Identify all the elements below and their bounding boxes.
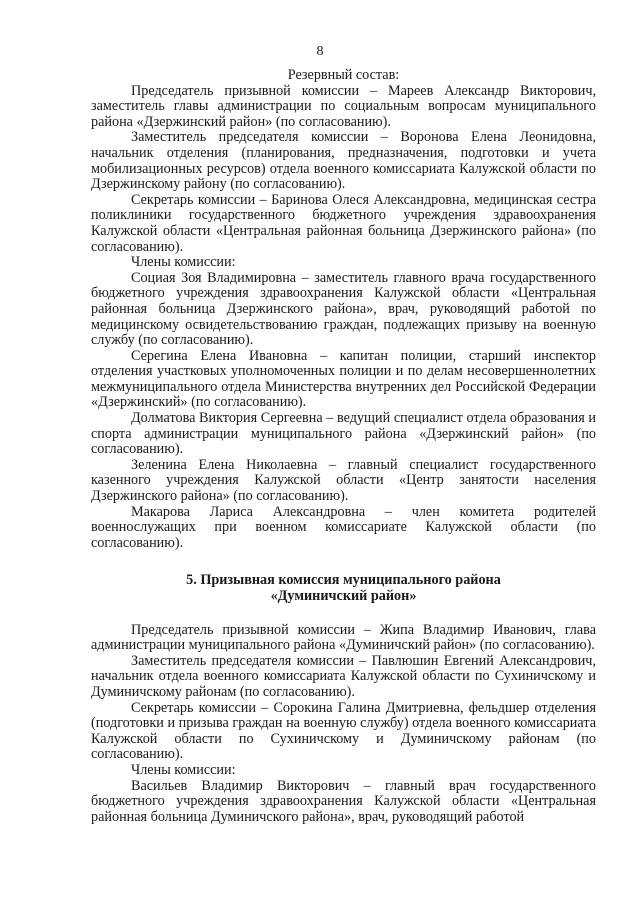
reserve-member-paragraph: Зеленина Елена Николаевна – главный специалист государственного казенного учреждения Калужской области «Центр занятости населения Дзержинского района» (по согласованию). (91, 456, 596, 505)
document-body (91, 68, 596, 825)
section-heading-line2: «Думиничский район» (270, 588, 417, 604)
section5-members-label: Члены комиссии: (131, 761, 236, 778)
reserve-title: Резервный состав: (287, 67, 400, 83)
reserve-deputy-paragraph: Заместитель председателя комиссии – Воронова Елена Леонидовна, начальник отделения (планирования, предназначения, подготовки и учета мобилизационных ресурсов) отдела военного комиссариата Калужской области по Дзержинскому району (по согласованию). (91, 129, 596, 193)
section-spacer (91, 605, 596, 623)
section5-secretary-paragraph: Секретарь комиссии – Сорокина Галина Дмитриевна, фельдшер отделения (подготовки и призыва граждан на военную службу) отдела военного комиссариата Калужской области по Сухиничскому и Думиничскому районам (по согласованию). (91, 699, 596, 763)
section-heading-line1: 5. Призывная комиссия муниципального района (186, 572, 501, 589)
reserve-member-paragraph: Серегина Елена Ивановна – капитан полиции, старший инспектор отделения участковых уполномоченных полиции и по делам несовершеннолетних межмуниципального отдела Министерства внутренних дел Российской Федерации «Дзержинский» (по согласованию). (91, 347, 596, 411)
reserve-chairman-paragraph: Председатель призывной комиссии – Мареев Александр Викторович, заместитель главы администрации по социальным вопросам муниципального района «Дзержинский район» (по согласованию). (91, 82, 596, 130)
reserve-member-paragraph: Макарова Лариса Александровна – член комитета родителей военнослужащих при военном комиссариате Калужской области (по согласованию). (91, 503, 596, 551)
section5-deputy-paragraph: Заместитель председателя комиссии – Павлюшин Евгений Александрович, начальник отдела военного комиссариата Калужской области по Сухиничскому и Думиничскому районам (по согласованию). (91, 652, 596, 700)
page-number: 8 (316, 44, 324, 59)
section5-chairman-paragraph: Председатель призывной комиссии – Жипа Владимир Иванович, глава администрации муниципального района «Думиничский район» (по согласованию). (91, 621, 596, 654)
reserve-member-paragraph: Социая Зоя Владимировна – заместитель главного врача государственного бюджетного учреждения здравоохранения Калужской области «Центральная районная больница Дзержинского района», врач, руководящий работой по медицинскому освидетельствованию граждан, подлежащих призыву на военную службу (по согласованию). (91, 269, 596, 349)
reserve-member-paragraph: Долматова Виктория Сергеевна – ведущий специалист отдела образования и спорта администрации муниципального района «Дзержинский район» (по согласованию). (91, 410, 596, 458)
reserve-secretary-paragraph: Секретарь комиссии – Баринова Олеся Александровна, медицинская сестра поликлиники государственного бюджетного учреждения здравоохранения Калужской области «Центральная районная больница Дзержинского района» (по согласованию). (91, 191, 596, 255)
reserve-members-label: Члены комиссии: (131, 254, 236, 271)
section5-member-paragraph: Васильев Владимир Викторович – главный врач государственного бюджетного учреждения здравоохранения Калужской области «Центральная районная больница Думиничского района», врач, руководящий работой (91, 777, 596, 825)
section-spacer (91, 551, 596, 573)
